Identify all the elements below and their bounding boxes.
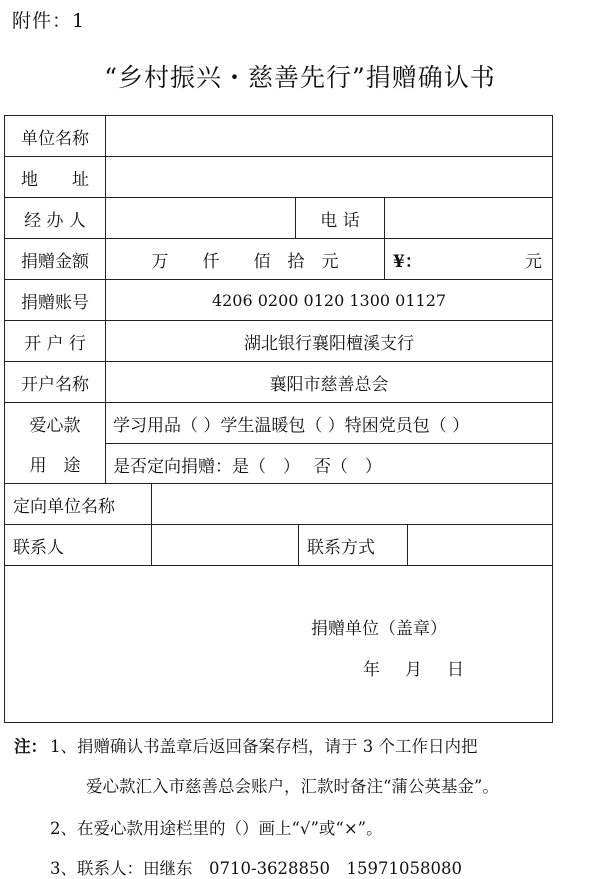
row-account xyxy=(5,280,552,321)
row-amount xyxy=(5,239,552,280)
unit-name-label: 单位名称 xyxy=(21,128,89,149)
attachment-label: 附件：1 xyxy=(12,10,86,32)
row-handler xyxy=(5,198,552,239)
row-directed-unit xyxy=(5,484,552,525)
yuan-label: 元 xyxy=(525,251,542,272)
row-bank xyxy=(5,321,552,362)
contact-field[interactable] xyxy=(152,525,298,565)
purpose-options[interactable]: 学习用品（ ）学生温暖包（ ）特困党员包（ ） xyxy=(113,415,470,436)
row-purpose xyxy=(5,403,552,484)
purpose-label-1: 爱心款 xyxy=(29,415,81,436)
row-account-name xyxy=(5,362,552,403)
phone-field[interactable] xyxy=(385,198,552,238)
note-3: 3、联系人：田继东 0710-3628850 15971058080 xyxy=(50,859,463,878)
notes-prefix: 注： xyxy=(14,737,47,756)
row-unit-name xyxy=(5,116,552,157)
address-field[interactable] xyxy=(106,157,552,197)
document-title: “乡村振兴・慈善先行”捐赠确认书 xyxy=(104,63,496,92)
amount-chinese-field[interactable]: 万 仟 佰 拾 元 xyxy=(151,251,339,272)
bank-label: 开 户 行 xyxy=(24,333,86,354)
contact-method-field[interactable] xyxy=(408,525,552,565)
directed-question[interactable]: 是否定向捐赠：是（ ） 否（ ） xyxy=(113,456,382,477)
donor-seal-label: 捐赠单位（盖章） xyxy=(311,619,447,639)
directed-unit-label: 定向单位名称 xyxy=(13,496,115,517)
account-label: 捐赠账号 xyxy=(21,292,89,313)
note-1: 1、捐赠确认书盖章后返回备案存档，请于 3 个工作日内把 xyxy=(50,737,478,756)
handler-field[interactable] xyxy=(106,198,295,238)
handler-label: 经 办 人 xyxy=(24,210,86,231)
bank-value: 湖北银行襄阳檀溪支行 xyxy=(244,333,414,354)
note-1-continued: 爱心款汇入市慈善总会账户，汇款时备注“蒲公英基金”。 xyxy=(86,777,499,796)
account-name-value: 襄阳市慈善总会 xyxy=(269,374,389,395)
yen-label: ¥： xyxy=(393,251,422,272)
directed-unit-field[interactable] xyxy=(152,484,552,524)
row-address xyxy=(5,157,552,198)
contact-label: 联系人 xyxy=(13,537,64,558)
account-value: 4206 0200 0120 1300 01127 xyxy=(211,290,447,310)
address-label: 地 址 xyxy=(21,169,89,190)
phone-label: 电 话 xyxy=(320,210,360,231)
donation-form xyxy=(4,115,553,723)
row-contact xyxy=(5,525,552,566)
account-name-label: 开户名称 xyxy=(21,374,89,395)
contact-method-label: 联系方式 xyxy=(307,537,375,558)
amount-number-field[interactable] xyxy=(453,239,523,279)
note-2: 2、在爱心款用途栏里的（）画上“√”或“×”。 xyxy=(50,819,383,838)
unit-name-field[interactable] xyxy=(106,116,552,156)
purpose-label-2: 用 途 xyxy=(29,455,81,476)
date-line: 年 月 日 xyxy=(363,660,468,680)
amount-label: 捐赠金额 xyxy=(21,251,89,272)
